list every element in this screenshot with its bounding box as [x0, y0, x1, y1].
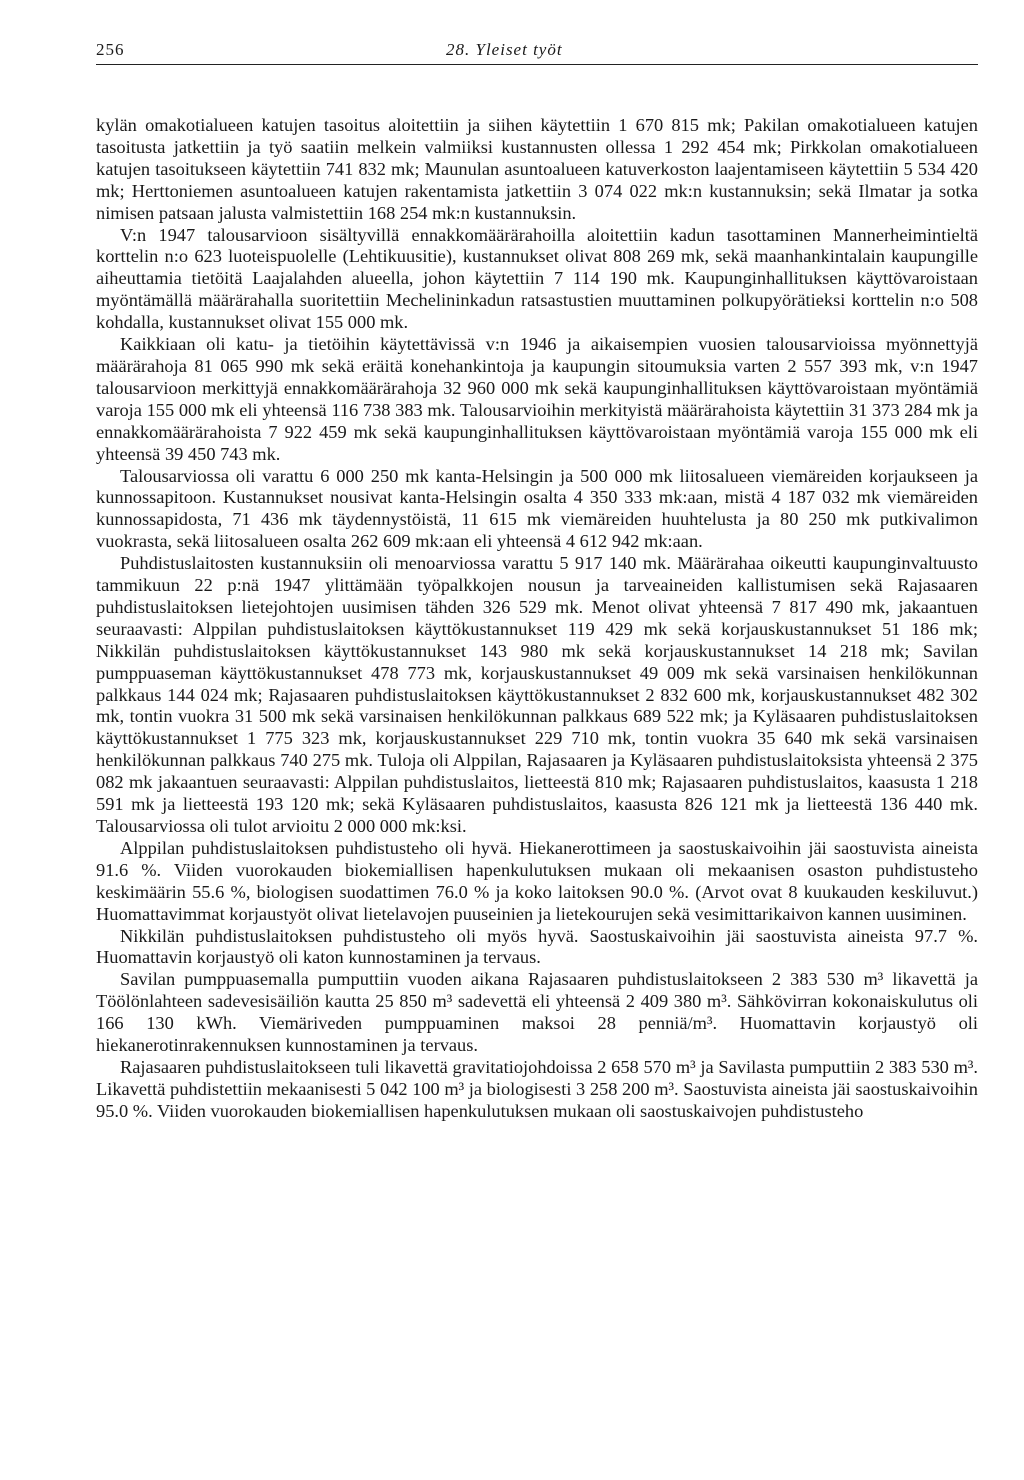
body-text — [96, 115, 978, 1123]
paragraph-treatment-plant-costs: Puhdistuslaitosten kustannuksiin oli menoarviossa varattu 5 917 140 mk. Määrärahaa oikeutti kaupunginvaltuusto tammikuun 22 p:nä 1947 ylittämään työpalkkojen nousun ja tarveaineiden kallistumisen sekä Rajasaaren puhdistuslaitoksen lietejohtojen uusimisen tähden 326 529 mk. Menot olivat yhteensä 7 817 490 mk, jakaantuen seuraavasti: Alppilan puhdistuslaitoksen käyttökustannukset 119 429 mk sekä korjauskustannukset 51 186 mk; Nikkilän puhdistuslaitoksen käyttökustannukset 143 980 mk sekä korjauskustannukset 14 218 mk; Savilan pumppuaseman käyttökustannukset 478 773 mk, korjauskustannukset 49 009 mk sekä varsinaisen henkilökunnan palkkaus 144 024 mk; Rajasaaren puhdistuslaitoksen käyttökustannukset 2 832 600 mk, korjauskustannukset 482 302 mk, tontin vuokra 31 500 mk sekä varsinaisen henkilökunnan palkkaus 689 522 mk; ja Kyläsaaren puhdistuslaitoksen käyttökustannukset 1 775 323 mk, korjauskustannukset 229 710 mk, tontin vuokra 35 640 mk sekä varsinaisen henkilökunnan palkkaus 740 275 mk. Tuloja oli Alppilan, Rajasaaren ja Kyläsaaren puhdistuslaitoksista yhteensä 2 375 082 mk jakaantuen seuraavasti: Alppilan puhdistuslaitos, lietteestä 810 mk; Rajasaaren puhdistuslaitos, kaasusta 1 218 591 mk ja lietteestä 193 120 mk; sekä Kyläsaaren puhdistuslaitos, kaasusta 826 121 mk ja lietteestä 136 440 mk. Talousarviossa oli tulot arvioitu 2 000 000 mk:ksi. — [96, 553, 978, 836]
chapter-title: 28. Yleiset työt — [446, 40, 563, 59]
paragraph-nikkila-plant: Nikkilän puhdistuslaitoksen puhdistusteho oli myös hyvä. Saostuskaivoihin jäi saostuvista aineista 97.7 %. Huomattavin korjaustyö oli katon kunnostaminen ja tervaus. — [96, 925, 978, 968]
document-page — [96, 34, 978, 1123]
paragraph-rajasaari-plant: Rajasaaren puhdistuslaitokseen tuli likavettä gravitatiojohdoissa 2 658 570 m³ ja Savilasta pumputtiin 2 383 530 m³. Likavettä puhdistettiin mekaanisesti 5 042 100 m³ ja biologisesti 3 258 200 m³. Saostuvista aineista jäi saostuskaivoihin 95.0 %. Viiden vuorokauden biokemiallisen hapenkulutuksen mukaan oli saostuskaivojen puhdistusteho — [96, 1056, 978, 1121]
paragraph-street-leveling: kylän omakotialueen katujen tasoitus aloitettiin ja siihen käytettiin 1 670 815 mk; Pakilan omakotialueen katujen tasoitusta jatkettiin ja työ saatiin melkein valmiiksi kustannusten ollessa 1 292 454 mk; Pirkkolan omakotialueen katujen tasoitukseen käytettiin 741 832 mk; Maunulan asuntoalueen katuverkoston laajentamiseen käytettiin 5 534 420 mk; Herttoniemen asuntoalueen katujen rakentamista jatkettiin 3 074 022 mk:n kustannuksin; sekä Ilmatar ja sotka nimisen patsaan jalusta valmistettiin 168 254 mk:n kustannuksin. — [96, 115, 978, 223]
paragraph-sewer-maintenance: Talousarviossa oli varattu 6 000 250 mk kanta-Helsingin ja 500 000 mk liitosalueen viemäreiden korjaukseen ja kunnossapitoon. Kustannukset nousivat kanta-Helsingin osalta 4 350 333 mk:aan, mistä 4 187 032 mk viemäreiden kunnossapidosta, 71 436 mk täydennystöistä, 11 615 mk viemäreiden huuhtelusta ja 80 250 mk putkivalimon vuokrasta, sekä liitosalueen osalta 262 609 mk:aan eli yhteensä 4 612 942 mk:aan. — [96, 465, 978, 552]
paragraph-advance-appropriations: V:n 1947 talousarvioon sisältyvillä ennakkomäärärahoilla aloitettiin kadun tasottaminen Mannerheimintieltä korttelin n:o 623 luoteispuolelle (Lehtikuusitie), kustannukset olivat 808 269 mk, sekä maanhankintalain kaupungille aiheuttamia tietöitä Laajalahden alueella, johon käytettiin 7 114 190 mk. Kaupunginhallituksen käyttövaroistaan myöntämällä määrärahalla suoritettiin Mechelininkadun ratsastustien muuttaminen polkupyörätieksi korttelin n:o 508 kohdalla, kustannukset olivat 155 000 mk. — [96, 224, 978, 333]
running-header — [96, 34, 978, 65]
paragraph-savila-pumping-station: Savilan pumppuasemalla pumputtiin vuoden aikana Rajasaaren puhdistuslaitokseen 2 383 530 m³ likavettä ja Töölönlahteen sadevesisäiliön kautta 25 850 m³ sadevettä eli yhteensä 2 409 380 m³. Sähkövirran kokonaiskulutus oli 166 130 kWh. Viemäriveden pumppuaminen maksoi 28 penniä/m³. Huomattavin korjaustyö oli hiekanerotinrakennuksen kunnostaminen ja tervaus. — [96, 969, 978, 1056]
paragraph-street-budget-totals: Kaikkiaan oli katu- ja tietöihin käytettävissä v:n 1946 ja aikaisempien vuosien talousarvioissa myönnettyjä määrärahoja 81 065 990 mk sekä eräitä konehankintoja ja kaupungin sitoumuksia varten 2 557 393 mk, v:n 1947 talousarvioon merkittyjä ennakkomäärärahoja 32 960 000 mk sekä kaupunginhallituksen käyttövaroistaan myöntämiä varoja 155 000 mk eli yhteensä 116 738 383 mk. Talousarvioihin merkityistä määrärahoista käytettiin 31 373 284 mk ja ennakkomäärärahoista 7 922 459 mk sekä kaupunginhallituksen käyttövaroistaan myöntämiä varoja 155 000 mk eli yhteensä 39 450 743 mk. — [96, 334, 978, 464]
paragraph-alppila-plant: Alppilan puhdistuslaitoksen puhdistusteho oli hyvä. Hiekanerottimeen ja saostuskaivoihin jäi saostuvista aineista 91.6 %. Viiden vuorokauden biokemiallisen hapenkulutuksen mukaan oli mekaanisen osaston puhdistusteho keskimäärin 55.6 %, biologisen suodattimen 76.0 % ja koko laitoksen 90.0 %. (Arvot ovat 8 kuukauden keskiluvut.) Huomattavimmat korjaustyöt olivat lietelavojen puuseinien ja lietekourujen sekä vesimittarikaivon kannen uusiminen. — [96, 837, 978, 924]
page-number: 256 — [96, 40, 125, 59]
